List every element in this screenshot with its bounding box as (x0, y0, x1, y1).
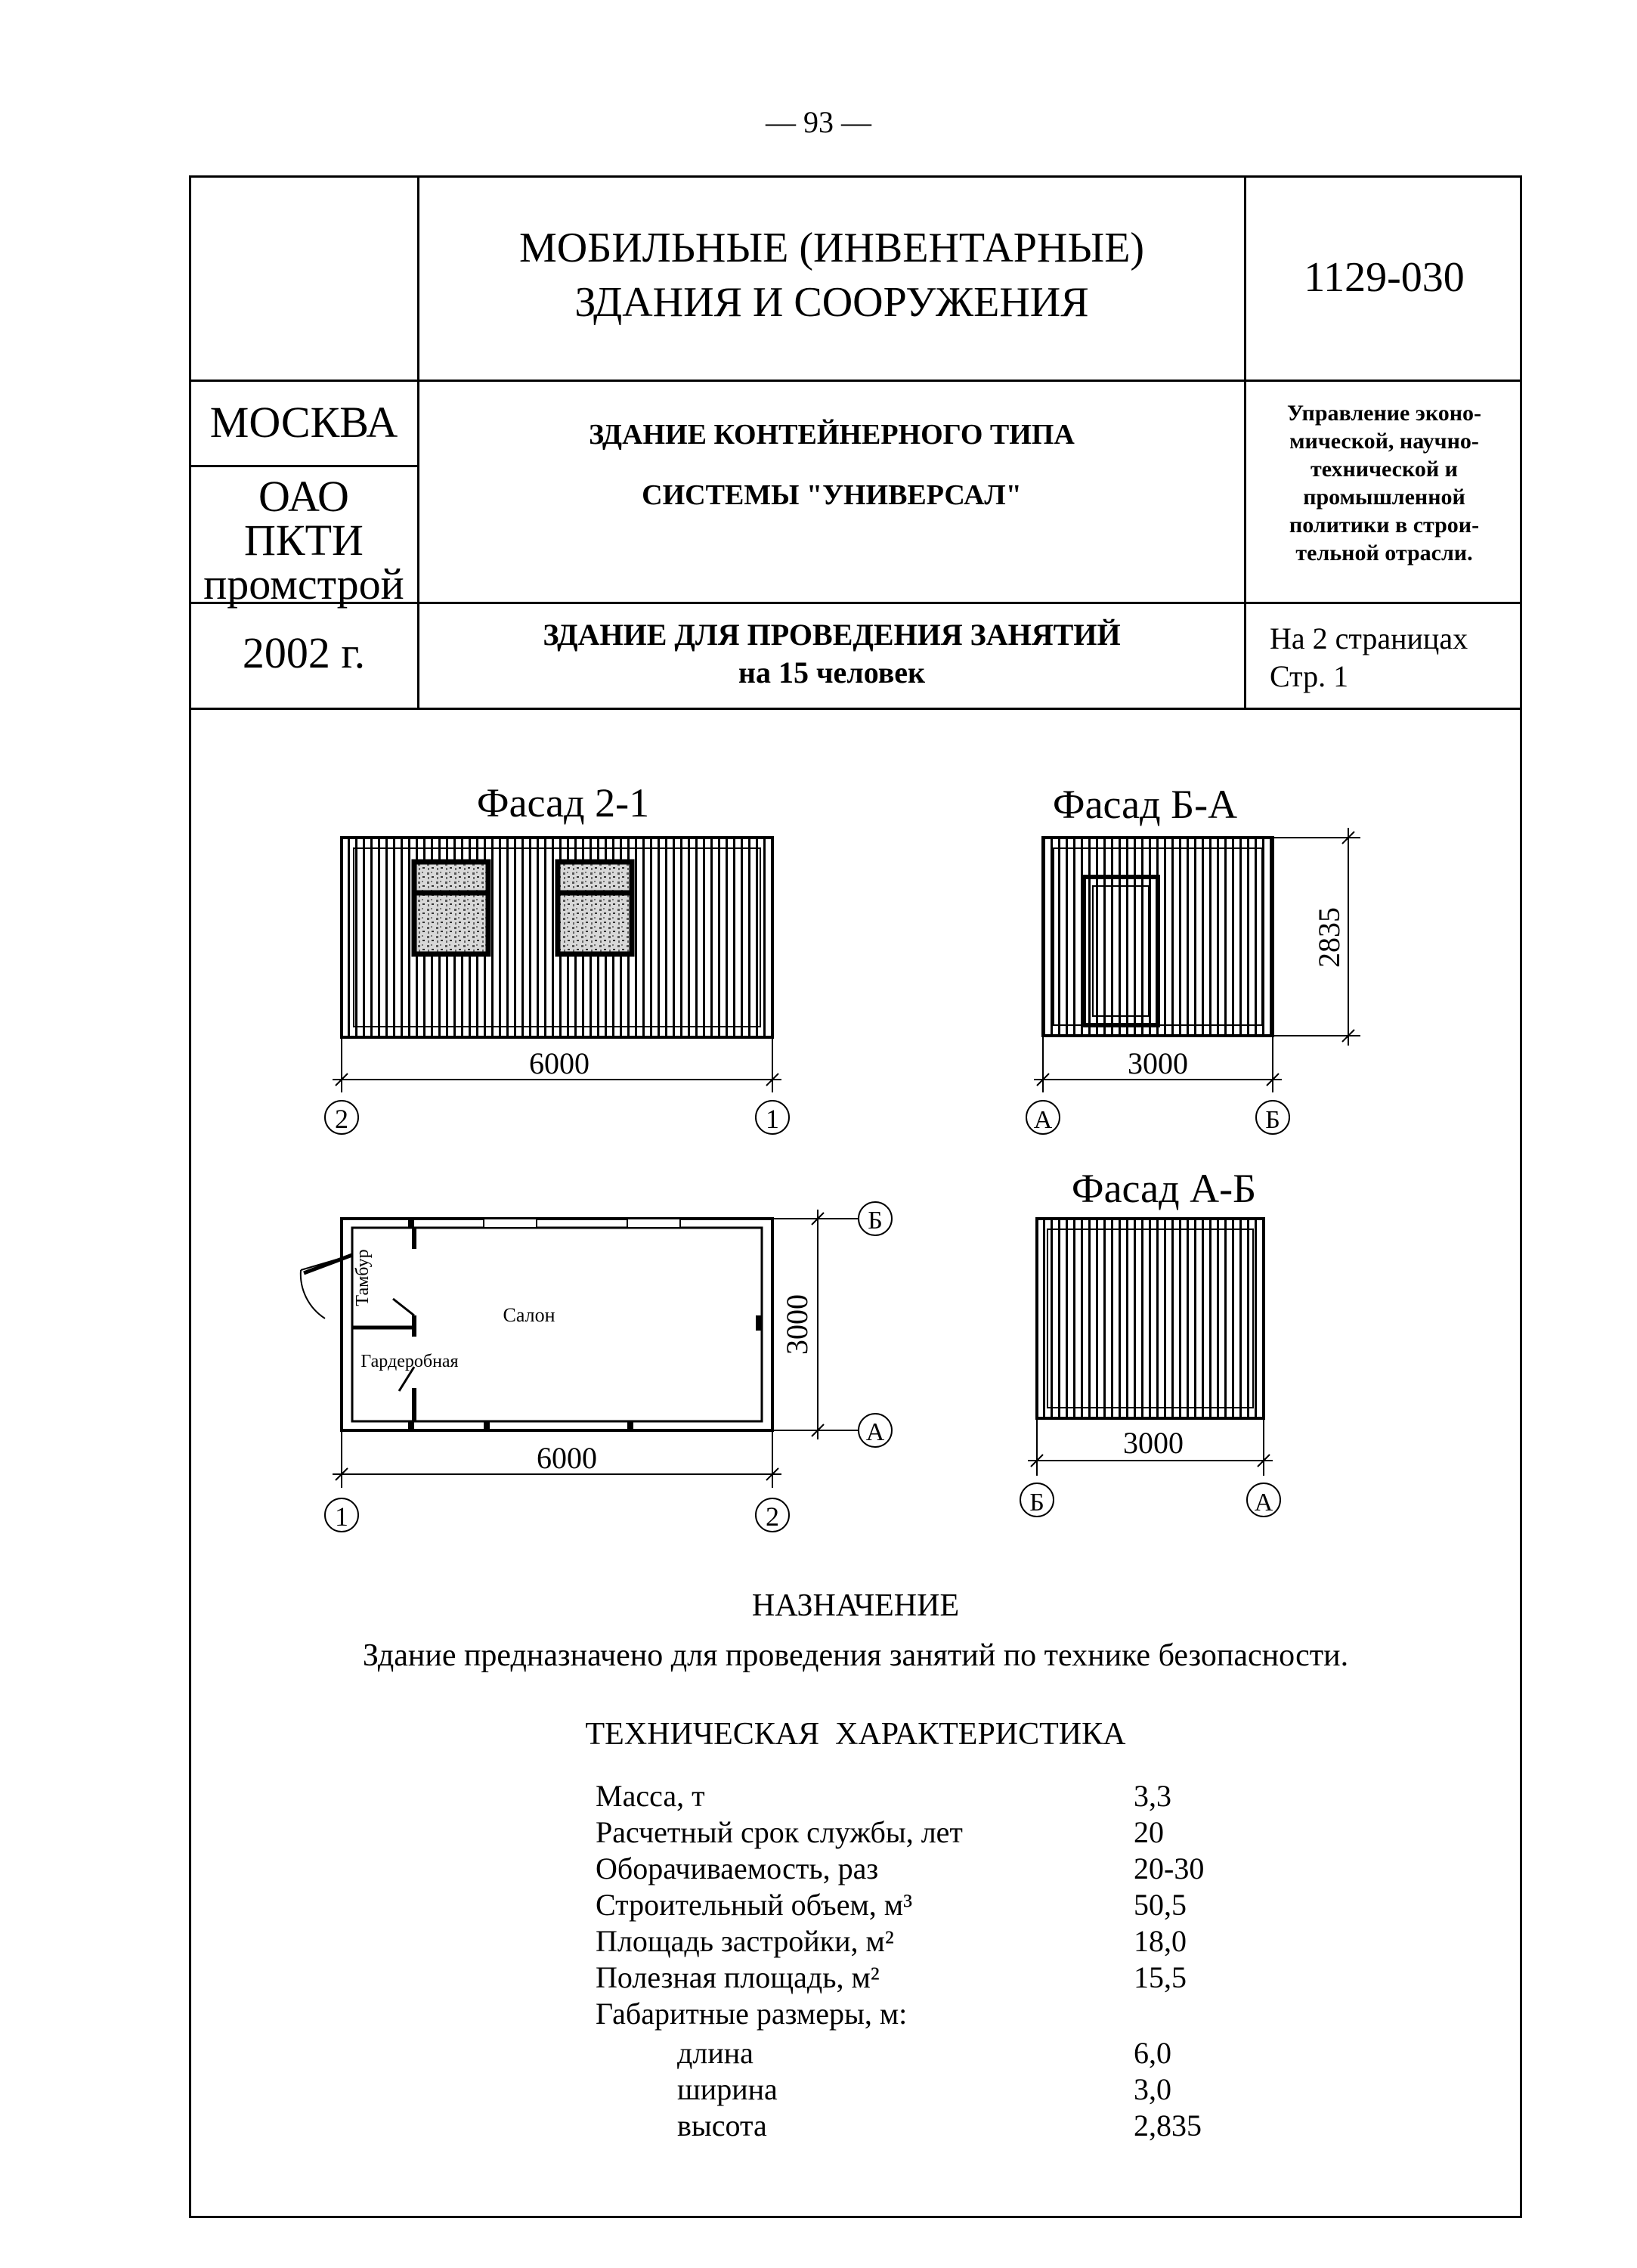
plan-post (484, 1421, 490, 1430)
plan-post (408, 1219, 414, 1228)
plan-post (756, 1315, 762, 1331)
org-line2: ПКТИ (244, 516, 364, 565)
building-name-line2: на 15 человек (738, 655, 926, 689)
facade-ba-drawing (1026, 782, 1360, 1134)
department-line: технической и (1311, 457, 1458, 482)
spec-label: Масса, т (596, 1779, 705, 1813)
spec-value: 18,0 (1134, 1924, 1187, 1958)
plan-post (408, 1421, 414, 1430)
floor-plan-drawing (301, 1202, 892, 1532)
spec-row (596, 2035, 1276, 2071)
spec-label: Строительный объем, м³ (596, 1888, 913, 1922)
facade-ba-height-dim: 2835 (1312, 907, 1346, 968)
page-index: Стр. 1 (1270, 659, 1349, 693)
plan-window (484, 1219, 537, 1228)
spec-value: 15,5 (1134, 1960, 1187, 1994)
doc-code: 1129-030 (1304, 254, 1465, 301)
spec-row (596, 2071, 1276, 2108)
facade-ba-width-dim: 3000 (1128, 1046, 1188, 1080)
axis-label: 2 (766, 1501, 779, 1532)
org-line3: промстрой (203, 559, 404, 609)
spec-row (596, 1814, 1276, 1851)
series-title-line1: МОБИЛЬНЫЕ (ИНВЕНТАРНЫЕ) (518, 225, 1145, 271)
facade-ab-width-dim: 3000 (1123, 1426, 1184, 1460)
facade-ba-door (1084, 877, 1158, 1025)
year: 2002 г. (242, 628, 366, 677)
spec-row (596, 1778, 1276, 1814)
spec-row (596, 1887, 1276, 1923)
page-number: — 93 — (766, 105, 871, 139)
spec-label: Оборачиваемость, раз (596, 1851, 879, 1885)
axis-label: 2 (335, 1104, 348, 1134)
spec-label: ширина (677, 2072, 778, 2106)
pages-count: На 2 страницах (1270, 621, 1468, 655)
building-name-line1: ЗДАНИЕ ДЛЯ ПРОВЕДЕНИЯ ЗАНЯТИЙ (543, 618, 1121, 652)
city: МОСКВА (209, 398, 398, 447)
axis-label: 1 (335, 1501, 348, 1532)
spec-value: 3,0 (1134, 2072, 1171, 2106)
spec-row (596, 2108, 1276, 2144)
room-label-salon: Салон (503, 1304, 555, 1326)
spec-label: Полезная площадь, м² (596, 1960, 880, 1994)
department-line: политики в строи- (1289, 513, 1480, 538)
purpose-heading: НАЗНАЧЕНИЕ (751, 1588, 960, 1623)
plan-post (627, 1421, 633, 1430)
axis-label: Б (868, 1207, 883, 1235)
facade-ab-drawing (1020, 1166, 1280, 1517)
spec-value: 2,835 (1134, 2108, 1202, 2143)
facade-21-width-dim: 6000 (529, 1046, 590, 1080)
facade-ba-title: Фасад Б-А (1052, 782, 1238, 827)
axis-label: А (865, 1418, 885, 1446)
plan-outer-wall (342, 1219, 772, 1430)
plan-window (627, 1219, 680, 1228)
spec-row (596, 1996, 1276, 2032)
facade-21-window-left (414, 862, 488, 954)
building-type-line2: СИСТЕМЫ "УНИВЕРСАЛ" (642, 479, 1022, 511)
facade-21-title: Фасад 2-1 (476, 780, 650, 826)
spec-label: высота (677, 2108, 767, 2143)
axis-label: 1 (766, 1104, 779, 1134)
spec-row (596, 1851, 1276, 1887)
purpose-text: Здание предназначено для проведения занятий по технике безопасности. (362, 1638, 1349, 1673)
spec-value: 6,0 (1134, 2036, 1171, 2070)
spec-label: Площадь застройки, м² (596, 1924, 894, 1958)
spec-label: Расчетный срок службы, лет (596, 1815, 963, 1849)
plan-door-leaf (393, 1299, 414, 1315)
facade-ab-wall (1037, 1219, 1264, 1418)
department-line: мической, научно- (1289, 429, 1479, 454)
facade-21-drawing (325, 780, 789, 1134)
axis-label: Б (1029, 1489, 1044, 1517)
series-title-line2: ЗДАНИЯ И СООРУЖЕНИЯ (574, 279, 1089, 326)
facade-21-window-right (558, 862, 632, 954)
spec-value: 20 (1134, 1815, 1164, 1849)
spec-value: 20-30 (1134, 1851, 1205, 1885)
department-line: тельной отрасли. (1295, 541, 1473, 565)
specs-heading: ТЕХНИЧЕСКАЯ ХАРАКТЕРИСТИКА (585, 1717, 1126, 1752)
department-line: Управление эконо- (1287, 401, 1481, 426)
department-line: промышленной (1303, 485, 1465, 510)
plan-door-leaf (304, 1255, 352, 1273)
spec-label: Габаритные размеры, м: (596, 1997, 908, 2031)
plan-depth-dim: 3000 (780, 1294, 814, 1355)
org-line1: ОАО (258, 472, 349, 521)
spec-row (596, 1923, 1276, 1960)
plan-width-dim: 6000 (537, 1441, 597, 1475)
spec-value: 3,3 (1134, 1779, 1171, 1813)
room-label-wardrobe: Гардеробная (361, 1352, 459, 1371)
room-label-vestibule: Тамбур (353, 1249, 373, 1306)
axis-label: Б (1265, 1106, 1280, 1134)
axis-label: А (1033, 1106, 1053, 1134)
spec-row (596, 1960, 1276, 1996)
spec-value: 50,5 (1134, 1888, 1187, 1922)
facade-ab-title: Фасад А-Б (1071, 1166, 1257, 1211)
spec-label: длина (677, 2036, 754, 2070)
specs-table (596, 1778, 1276, 2144)
building-type-line1: ЗДАНИЕ КОНТЕЙНЕРНОГО ТИПА (589, 419, 1075, 451)
axis-label: А (1254, 1489, 1273, 1517)
